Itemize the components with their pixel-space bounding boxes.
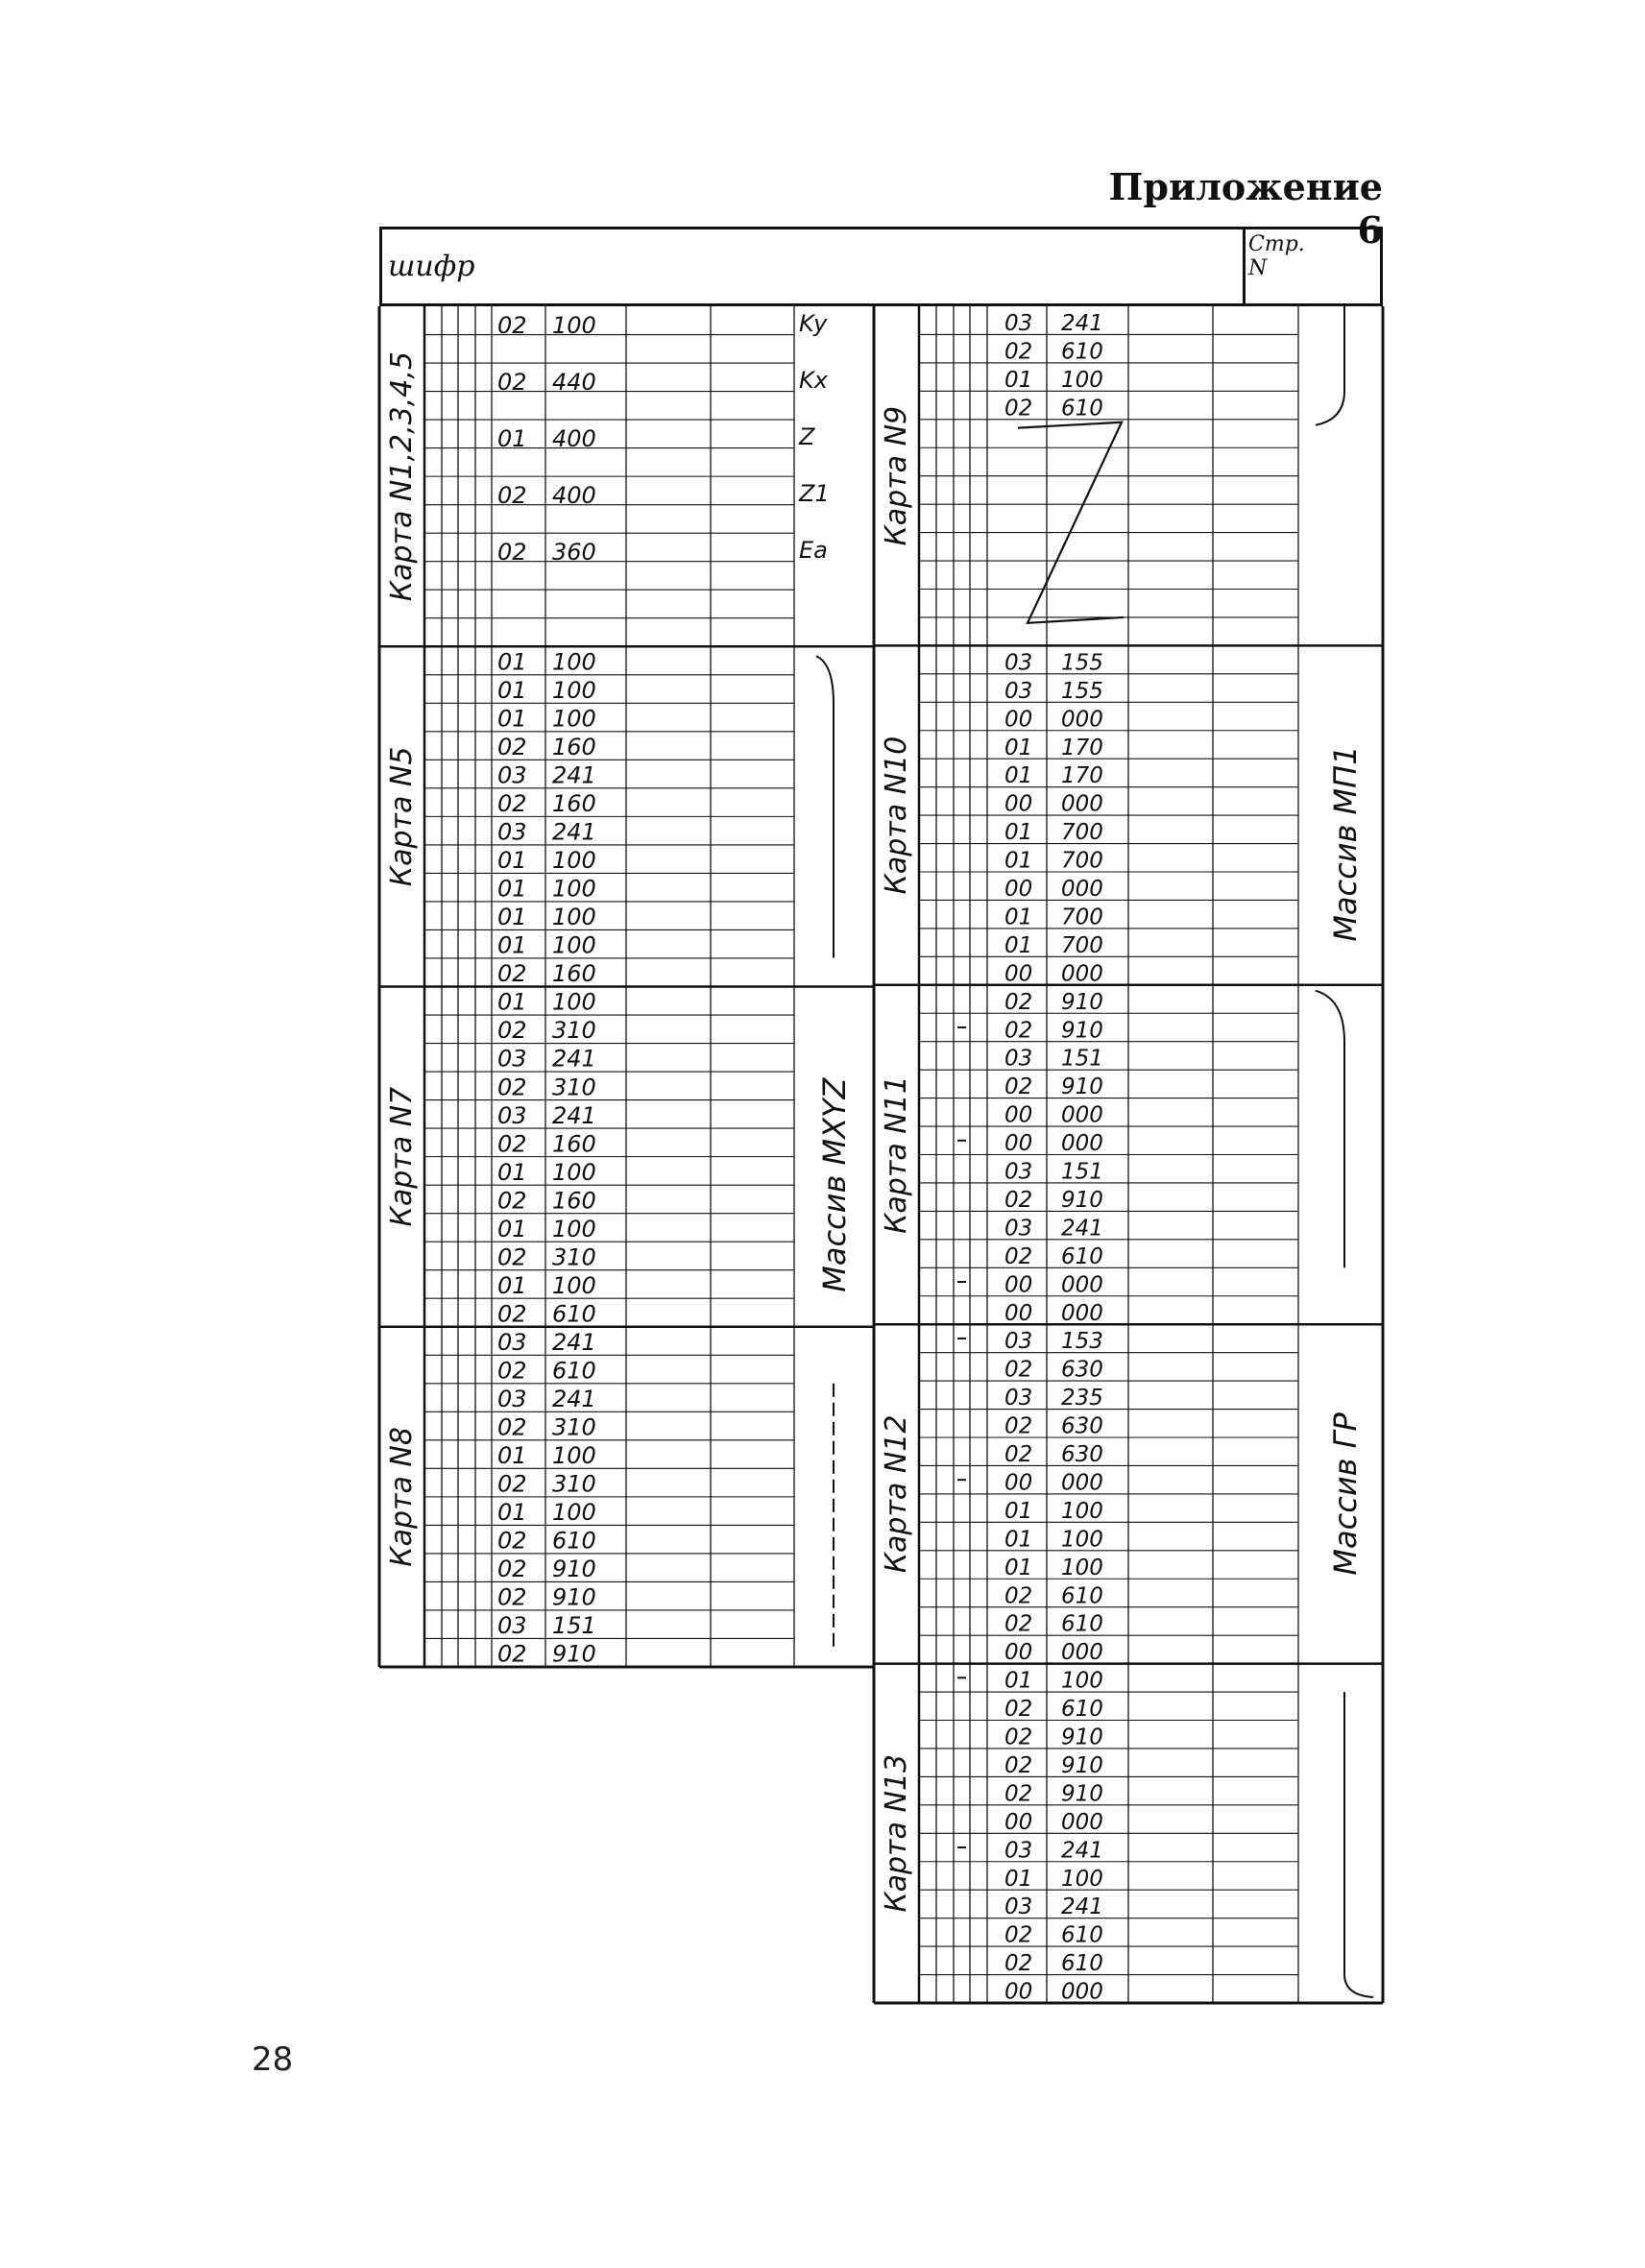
code-cell: 02 — [497, 790, 527, 818]
value-cell: 100 — [552, 988, 596, 1016]
value-cell: 310 — [552, 1017, 596, 1045]
value-cell: 000 — [1061, 1131, 1103, 1157]
code-cell: 01 — [497, 1271, 527, 1299]
code-cell: 03 — [497, 761, 527, 789]
value-cell: 700 — [1061, 848, 1103, 874]
value-cell: 100 — [552, 648, 596, 676]
value-cell: 100 — [1061, 1668, 1103, 1694]
value-cell: 610 — [1061, 339, 1103, 365]
value-cell: 100 — [552, 676, 596, 704]
left-section-label: Карта N8 — [385, 1427, 419, 1567]
value-cell: 100 — [552, 1271, 596, 1299]
code-cell: 03 — [497, 1101, 527, 1129]
value-cell: 000 — [1061, 877, 1103, 903]
code-cell: 02 — [1004, 989, 1033, 1015]
code-cell: 01 — [497, 1215, 527, 1243]
value-cell: 440 — [552, 369, 596, 397]
value-cell: 241 — [1061, 1894, 1103, 1920]
code-cell: 02 — [1004, 1243, 1033, 1269]
value-cell: 910 — [552, 1556, 596, 1583]
code-cell: 01 — [1004, 1668, 1033, 1694]
code-cell: 02 — [1004, 1697, 1033, 1723]
code-cell: 02 — [1004, 1413, 1033, 1439]
code-cell: 02 — [497, 960, 527, 988]
value-cell: 100 — [552, 705, 596, 733]
brace-label-mxyz: Массив MXYZ — [816, 1077, 853, 1292]
value-cell: 910 — [1061, 1018, 1103, 1044]
code-cell: 01 — [497, 425, 527, 453]
code-cell: 01 — [497, 988, 527, 1016]
value-cell: 160 — [552, 1130, 596, 1158]
brace-top-right — [1316, 306, 1344, 425]
value-cell: 630 — [1061, 1413, 1103, 1439]
value-cell: 100 — [1061, 1498, 1103, 1524]
code-cell: 02 — [497, 1413, 527, 1441]
value-cell: 610 — [1061, 1583, 1103, 1609]
right-section-label: Карта N10 — [880, 736, 913, 895]
value-cell: 100 — [1061, 1527, 1103, 1553]
code-cell: 02 — [1004, 339, 1033, 365]
code-cell: 02 — [1004, 1725, 1033, 1750]
right-section-label: Карта N11 — [880, 1075, 913, 1234]
page-label-line1: Стр. — [1248, 232, 1305, 256]
code-cell: 01 — [497, 1442, 527, 1470]
code-cell: 02 — [497, 1074, 527, 1101]
code-cell: 02 — [497, 1640, 527, 1668]
code-cell: 02 — [1004, 1074, 1033, 1100]
code-cell: 02 — [1004, 1611, 1033, 1637]
code-cell: 01 — [1004, 1498, 1033, 1524]
code-cell: 02 — [1004, 1752, 1033, 1778]
value-cell: 910 — [552, 1640, 596, 1668]
code-cell: 03 — [1004, 1046, 1033, 1072]
brace-label-gr: Массив ГР — [1327, 1412, 1364, 1576]
value-cell: 610 — [552, 1357, 596, 1385]
value-cell: 400 — [552, 425, 596, 453]
code-cell: 03 — [1004, 1838, 1033, 1864]
value-cell: 100 — [552, 847, 596, 875]
code-cell: 03 — [1004, 311, 1033, 337]
param-label: Z — [799, 423, 815, 451]
value-cell: 100 — [552, 875, 596, 903]
code-cell: 01 — [1004, 820, 1033, 846]
code-cell: 02 — [1004, 1442, 1033, 1468]
code-cell: 01 — [497, 931, 527, 959]
brace-gr-upper — [1316, 991, 1344, 1268]
code-cell: 02 — [1004, 1951, 1033, 1977]
value-cell: 000 — [1061, 1102, 1103, 1128]
code-cell: 02 — [497, 1187, 527, 1215]
value-cell: 160 — [552, 790, 596, 818]
value-cell: 610 — [1061, 1697, 1103, 1723]
value-cell: 310 — [552, 1243, 596, 1271]
code-cell: 02 — [1004, 1583, 1033, 1609]
value-cell: 100 — [552, 931, 596, 959]
value-cell: 100 — [552, 904, 596, 931]
code-cell: 03 — [1004, 1216, 1033, 1242]
value-cell: 610 — [552, 1527, 596, 1555]
code-cell: 02 — [497, 1017, 527, 1045]
value-cell: 610 — [1061, 1611, 1103, 1637]
z-mark — [1018, 422, 1124, 623]
value-cell: 910 — [1061, 1752, 1103, 1778]
value-cell: 630 — [1061, 1357, 1103, 1383]
code-cell: 02 — [497, 1470, 527, 1498]
value-cell: 310 — [552, 1074, 596, 1101]
cipher-label: шифр — [388, 250, 475, 283]
page-label-line2: N — [1248, 256, 1268, 280]
code-cell: 03 — [1004, 1894, 1033, 1920]
value-cell: 241 — [1061, 311, 1103, 337]
value-cell: 241 — [552, 761, 596, 789]
value-cell: 100 — [552, 1158, 596, 1186]
code-cell: 02 — [497, 1243, 527, 1271]
value-cell: 170 — [1061, 763, 1103, 789]
code-cell: 03 — [1004, 650, 1033, 676]
value-cell: 360 — [552, 539, 596, 567]
brace-mxyz-top — [816, 656, 834, 957]
value-cell: 700 — [1061, 905, 1103, 930]
value-cell: 000 — [1061, 961, 1103, 987]
code-cell: 00 — [1004, 1640, 1033, 1666]
left-section-label: Карта N5 — [385, 746, 419, 887]
value-cell: 160 — [552, 960, 596, 988]
value-cell: 241 — [552, 1385, 596, 1412]
value-cell: 155 — [1061, 650, 1103, 676]
value-cell: 000 — [1061, 1300, 1103, 1326]
code-cell: 00 — [1004, 1979, 1033, 2005]
param-label: Ky — [799, 310, 828, 338]
code-cell: 03 — [1004, 678, 1033, 704]
brace-label-mp1: Массив МП1 — [1327, 745, 1364, 942]
code-cell: 01 — [1004, 1527, 1033, 1553]
value-cell: 241 — [552, 818, 596, 846]
code-cell: 02 — [497, 312, 527, 340]
value-cell: 910 — [1061, 1725, 1103, 1750]
value-cell: 700 — [1061, 932, 1103, 958]
code-cell: 02 — [497, 1130, 527, 1158]
code-cell: 03 — [497, 818, 527, 846]
code-cell: 02 — [497, 734, 527, 761]
value-cell: 000 — [1061, 707, 1103, 733]
code-cell: 00 — [1004, 707, 1033, 733]
code-cell: 01 — [1004, 735, 1033, 760]
value-cell: 910 — [1061, 1781, 1103, 1807]
value-cell: 610 — [1061, 1243, 1103, 1269]
value-cell: 000 — [1061, 791, 1103, 817]
value-cell: 241 — [1061, 1838, 1103, 1864]
value-cell: 910 — [1061, 989, 1103, 1015]
code-cell: 01 — [497, 676, 527, 704]
value-cell: 100 — [1061, 1555, 1103, 1580]
value-cell: 910 — [1061, 1074, 1103, 1100]
appendix-title: Приложение 6 — [1108, 165, 1383, 252]
code-cell: 02 — [1004, 1922, 1033, 1948]
code-cell: 00 — [1004, 791, 1033, 817]
code-cell: 02 — [1004, 1357, 1033, 1383]
right-section-label: Карта N9 — [880, 405, 913, 546]
code-cell: 03 — [1004, 1159, 1033, 1185]
value-cell: 100 — [552, 1499, 596, 1527]
page-number: 28 — [252, 2040, 294, 2079]
code-cell: 02 — [497, 539, 527, 567]
code-cell: 03 — [1004, 1386, 1033, 1411]
code-cell: 03 — [497, 1612, 527, 1640]
left-section-label: Карта N1,2,3,4,5 — [385, 351, 419, 602]
code-cell: 00 — [1004, 877, 1033, 903]
value-cell: 241 — [552, 1101, 596, 1129]
value-cell: 151 — [1061, 1046, 1103, 1072]
value-cell: 610 — [1061, 396, 1103, 422]
value-cell: 151 — [552, 1612, 596, 1640]
value-cell: 400 — [552, 482, 596, 510]
code-cell: 00 — [1004, 1470, 1033, 1496]
code-cell: 01 — [1004, 367, 1033, 393]
value-cell: 235 — [1061, 1386, 1103, 1411]
code-cell: 01 — [1004, 1866, 1033, 1892]
param-label: Ea — [799, 537, 828, 565]
left-section-label: Карта N7 — [385, 1086, 419, 1227]
value-cell: 160 — [552, 734, 596, 761]
code-cell: 02 — [497, 1300, 527, 1328]
value-cell: 100 — [552, 1215, 596, 1243]
code-cell: 00 — [1004, 1131, 1033, 1157]
right-section-label: Карта N13 — [880, 1753, 913, 1913]
value-cell: 310 — [552, 1470, 596, 1498]
code-cell: 00 — [1004, 1809, 1033, 1835]
code-cell: 02 — [497, 482, 527, 510]
code-cell: 03 — [497, 1385, 527, 1412]
value-cell: 000 — [1061, 1272, 1103, 1298]
value-cell: 610 — [1061, 1922, 1103, 1948]
code-cell: 03 — [1004, 1329, 1033, 1355]
value-cell: 170 — [1061, 735, 1103, 760]
value-cell: 151 — [1061, 1159, 1103, 1185]
value-cell: 610 — [1061, 1951, 1103, 1977]
value-cell: 910 — [1061, 1187, 1103, 1213]
code-cell: 00 — [1004, 1102, 1033, 1128]
value-cell: 241 — [1061, 1216, 1103, 1242]
code-cell: 02 — [497, 1556, 527, 1583]
code-cell: 02 — [497, 1357, 527, 1385]
code-cell: 02 — [497, 369, 527, 397]
code-cell: 02 — [497, 1527, 527, 1555]
value-cell: 100 — [552, 312, 596, 340]
code-cell: 01 — [497, 1499, 527, 1527]
code-cell: 02 — [497, 1583, 527, 1611]
code-cell: 01 — [1004, 763, 1033, 789]
value-cell: 155 — [1061, 678, 1103, 704]
value-cell: 100 — [552, 1442, 596, 1470]
code-cell: 02 — [1004, 1781, 1033, 1807]
code-cell: 00 — [1004, 1272, 1033, 1298]
code-cell: 00 — [1004, 1300, 1033, 1326]
param-label: Z1 — [799, 480, 830, 508]
code-cell: 01 — [497, 904, 527, 931]
code-cell: 02 — [1004, 1018, 1033, 1044]
value-cell: 910 — [552, 1583, 596, 1611]
value-cell: 000 — [1061, 1640, 1103, 1666]
code-cell: 03 — [497, 1328, 527, 1356]
value-cell: 241 — [552, 1045, 596, 1073]
param-label: Kx — [799, 367, 828, 395]
code-cell: 01 — [497, 648, 527, 676]
value-cell: 630 — [1061, 1442, 1103, 1468]
code-cell: 01 — [1004, 905, 1033, 930]
brace-gr-lower — [1344, 1692, 1373, 1997]
code-cell: 02 — [1004, 1187, 1033, 1213]
code-cell: 00 — [1004, 961, 1033, 987]
value-cell: 000 — [1061, 1470, 1103, 1496]
code-cell: 01 — [1004, 1555, 1033, 1580]
value-cell: 100 — [1061, 367, 1103, 393]
code-cell: 02 — [1004, 396, 1033, 422]
code-cell: 01 — [497, 705, 527, 733]
code-cell: 01 — [1004, 932, 1033, 958]
value-cell: 000 — [1061, 1979, 1103, 2005]
value-cell: 000 — [1061, 1809, 1103, 1835]
value-cell: 153 — [1061, 1329, 1103, 1355]
code-cell: 01 — [497, 875, 527, 903]
value-cell: 160 — [552, 1187, 596, 1215]
right-section-label: Карта N12 — [880, 1414, 913, 1574]
value-cell: 700 — [1061, 820, 1103, 846]
value-cell: 610 — [552, 1300, 596, 1328]
code-cell: 01 — [497, 1158, 527, 1186]
value-cell: 100 — [1061, 1866, 1103, 1892]
code-cell: 03 — [497, 1045, 527, 1073]
code-cell: 01 — [1004, 848, 1033, 874]
value-cell: 241 — [552, 1328, 596, 1356]
value-cell: 310 — [552, 1413, 596, 1441]
code-cell: 01 — [497, 847, 527, 875]
